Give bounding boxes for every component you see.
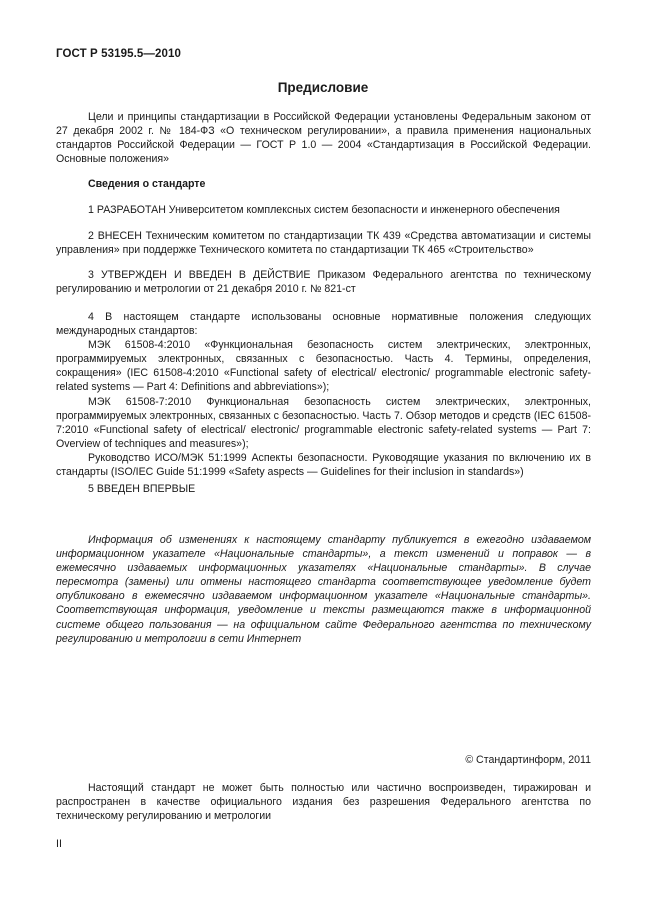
item-developed: 1 РАЗРАБОТАН Университетом комплексных систем безопасности и инженерного обеспечения bbox=[88, 204, 560, 216]
item-first-introduced: 5 ВВЕДЕН ВПЕРВЫЕ bbox=[88, 483, 196, 495]
item-introduced-block bbox=[56, 229, 591, 257]
document-code: ГОСТ Р 53195.5—2010 bbox=[56, 48, 181, 60]
page-title: Предисловие bbox=[277, 80, 369, 95]
copyright: © Стандартинформ, 2011 bbox=[465, 754, 591, 766]
item-developed-block bbox=[56, 203, 591, 217]
standard-iec-61508-7: МЭК 61508-7:2010 Функциональная безопасность систем электрических, электронных, программируемых электронных, связанных с безопасностью. Часть 7. Обзор методов и средств (IEC 61508-7:2010 «Functional safety of electrical/ electronic/ programmable electronic safety-related systems — Part 7: Overview of techniques and measures»); bbox=[56, 395, 591, 450]
item-approved: 3 УТВЕРЖДЕН И ВВЕДЕН В ДЕЙСТВИЕ Приказом Федерального агентства по техническому регулированию и метрологии от 21 декабря 2010 г. № 821-ст bbox=[56, 269, 591, 296]
section-heading: Сведения о стандарте bbox=[88, 178, 206, 190]
intro-paragraph bbox=[56, 110, 591, 166]
item-approved-block bbox=[56, 268, 591, 296]
section-heading-block bbox=[56, 177, 591, 191]
standard-iso-iec-guide-51: Руководство ИСО/МЭК 51:1999 Аспекты безопасности. Руководящие указания по включению их в стандарты (ISO/IEC Guide 51:1999 «Safety aspects — Guidelines for their inclusion in standards») bbox=[56, 451, 591, 479]
page-number: II bbox=[56, 838, 62, 850]
item-standards-block bbox=[56, 310, 591, 479]
reproduction-notice: Настоящий стандарт не может быть полностью или частично воспроизведен, тиражирован и распространен в качестве официального издания без разрешения Федерального агентства по техническому регулированию и метрологии bbox=[56, 782, 591, 823]
intro-text: Цели и принципы стандартизации в Российской Федерации установлены Федеральным законом от 27 декабря 2002 г. № 184-ФЗ «О техническом регулировании», а правила применения национальных стандартов Российской Федерации — ГОСТ Р 1.0 — 2004 «Стандартизация в Российской Федерации. Основные положения» bbox=[56, 111, 591, 166]
item-first-block bbox=[56, 482, 591, 496]
item-introduced: 2 ВНЕСЕН Техническим комитетом по стандартизации ТК 439 «Средства автоматизации и системы управления» при поддержке Технического комитета по стандартизации ТК 465 «Строительство» bbox=[56, 230, 591, 257]
item-standards-intro: 4 В настоящем стандарте использованы основные нормативные положения следующих международных стандартов: bbox=[56, 311, 591, 338]
reproduction-block bbox=[56, 781, 591, 823]
standard-iec-61508-4: МЭК 61508-4:2010 «Функциональная безопасность систем электрических, электронных, программируемых электронных, связанных с безопасностью. Часть 4. Термины, определения, сокращения» (IEC 61508-4:2010 «Functional safety of electrical/ electronic/ programmable electronic safety-related systems — Part 4: Definitions and abbreviations»); bbox=[56, 339, 591, 394]
notice-text: Информация об изменениях к настоящему стандарту публикуется в ежегодно издаваемом информационном указателе «Национальные стандарты», а текст изменений и поправок — в ежемесячно издаваемых информационных указателях «Национальные стандарты». В случае пересмотра (замены) или отмены настоящего стандарта соответствующее уведомление будет опубликовано в ежемесячно издаваемом информационном указателе «Национальные стандарты». Соответствующая информация, уведомление и тексты размещаются также в информационной системе общего пользования — на официальном сайте Федерального агентства по техническому регулированию и метрологии в сети Интернет bbox=[56, 534, 591, 645]
notice-block bbox=[56, 533, 591, 646]
